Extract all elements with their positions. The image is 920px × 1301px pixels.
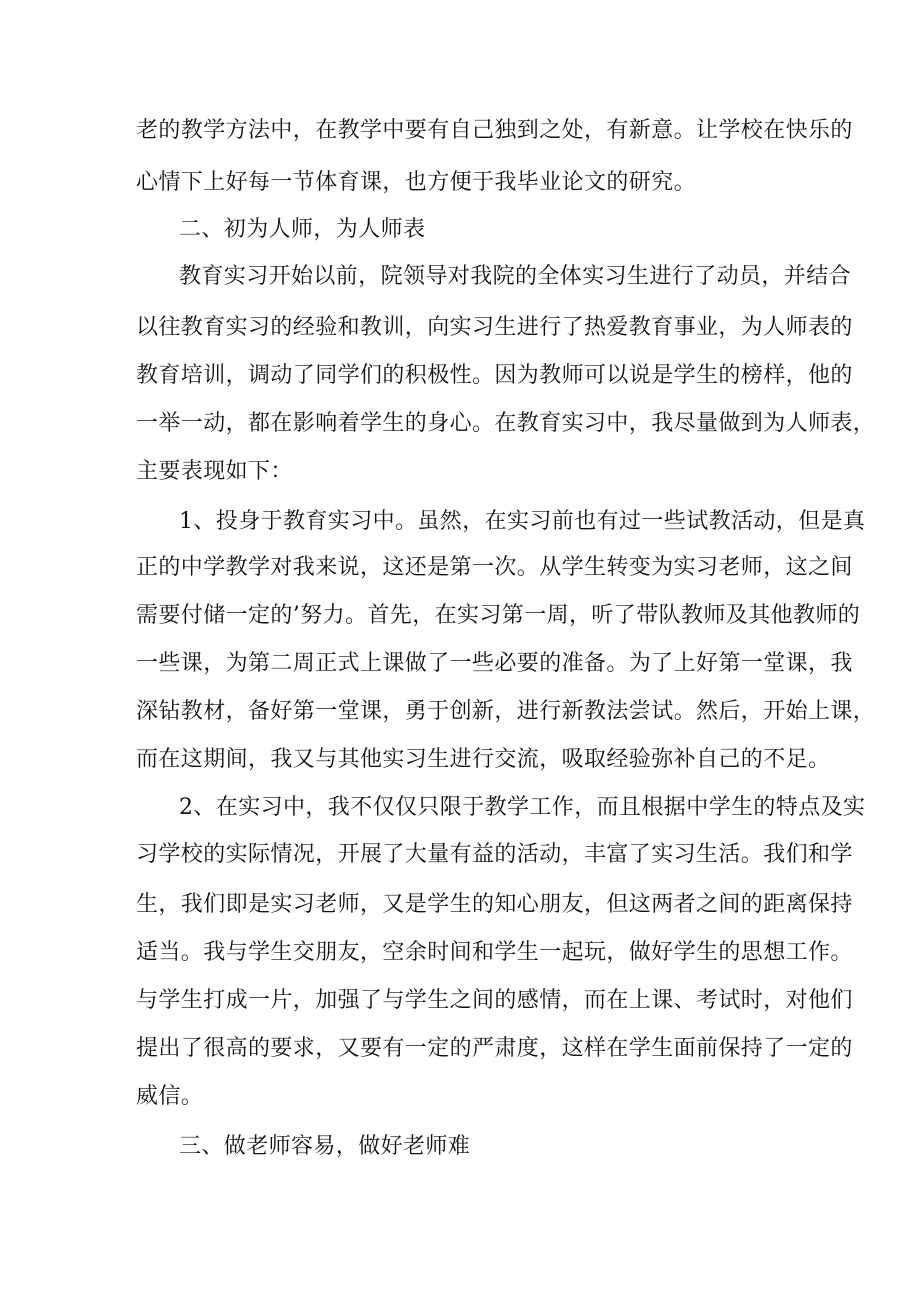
text-line: 提出了很高的要求，又要有一定的严肃度，这样在学生面前保持了一定的 (136, 1036, 853, 1061)
text-line: 主要表现如下： (136, 459, 293, 484)
text-line: 与学生打成一片，加强了与学生之间的感情，而在上课、考试时，对他们 (136, 988, 853, 1013)
text-line: 一举一动，都在影响着学生的身心。在教育实习中，我尽量做到为人师表， (136, 411, 876, 436)
text-line: 老的教学方法中，在教学中要有自己独到之处，有新意。让学校在快乐的 (136, 118, 853, 143)
text-line: 心情下上好每一节体育课，也方便于我毕业论文的研究。 (136, 170, 697, 195)
text-line: 教育实习开始以前，院领导对我院的全体实习生进行了动员，并结合 (179, 264, 852, 289)
section-heading: 二、初为人师，为人师表 (179, 217, 426, 242)
text-line: 1、投身于教育实习中。虽然，在实习前也有过一些试教活动，但是真 (179, 509, 866, 534)
text-line: 正的中学教学对我来说，这还是第一次。从学生转变为实习老师，这之间 (136, 555, 853, 580)
text-line: 习学校的实际情况，开展了大量有益的活动，丰富了实习生活。我们和学 (136, 842, 853, 867)
text-line: 生，我们即是实习老师，又是学生的知心朋友，但这两者之间的距离保持 (136, 892, 853, 917)
text-line: 深钻教材，备好第一堂课，勇于创新，进行新教法尝试。然后，开始上课， (136, 699, 876, 724)
text-line: 适当。我与学生交朋友，空余时间和学生一起玩，做好学生的思想工作。 (136, 940, 853, 965)
text-line: 2、在实习中，我不仅仅只限于教学工作，而且根据中学生的特点及实 (179, 795, 866, 820)
text-line: 需要付储一定的’努力。首先，在实习第一周，听了带队教师及其他教师的 (136, 603, 861, 628)
text-line: 以往教育实习的经验和教训，向实习生进行了热爱教育事业，为人师表的 (136, 315, 853, 340)
section-heading: 三、做老师容易，做好老师难 (179, 1134, 471, 1159)
text-line: 教育培训，调动了同学们的积极性。因为教师可以说是学生的榜样，他的 (136, 363, 853, 388)
text-line: 威信。 (136, 1084, 204, 1109)
text-line: 而在这期间，我又与其他实习生进行交流，吸取经验弥补自己的不足。 (136, 747, 831, 772)
text-line: 一些课，为第二周正式上课做了一些必要的准备。为了上好第一堂课，我 (136, 651, 853, 676)
